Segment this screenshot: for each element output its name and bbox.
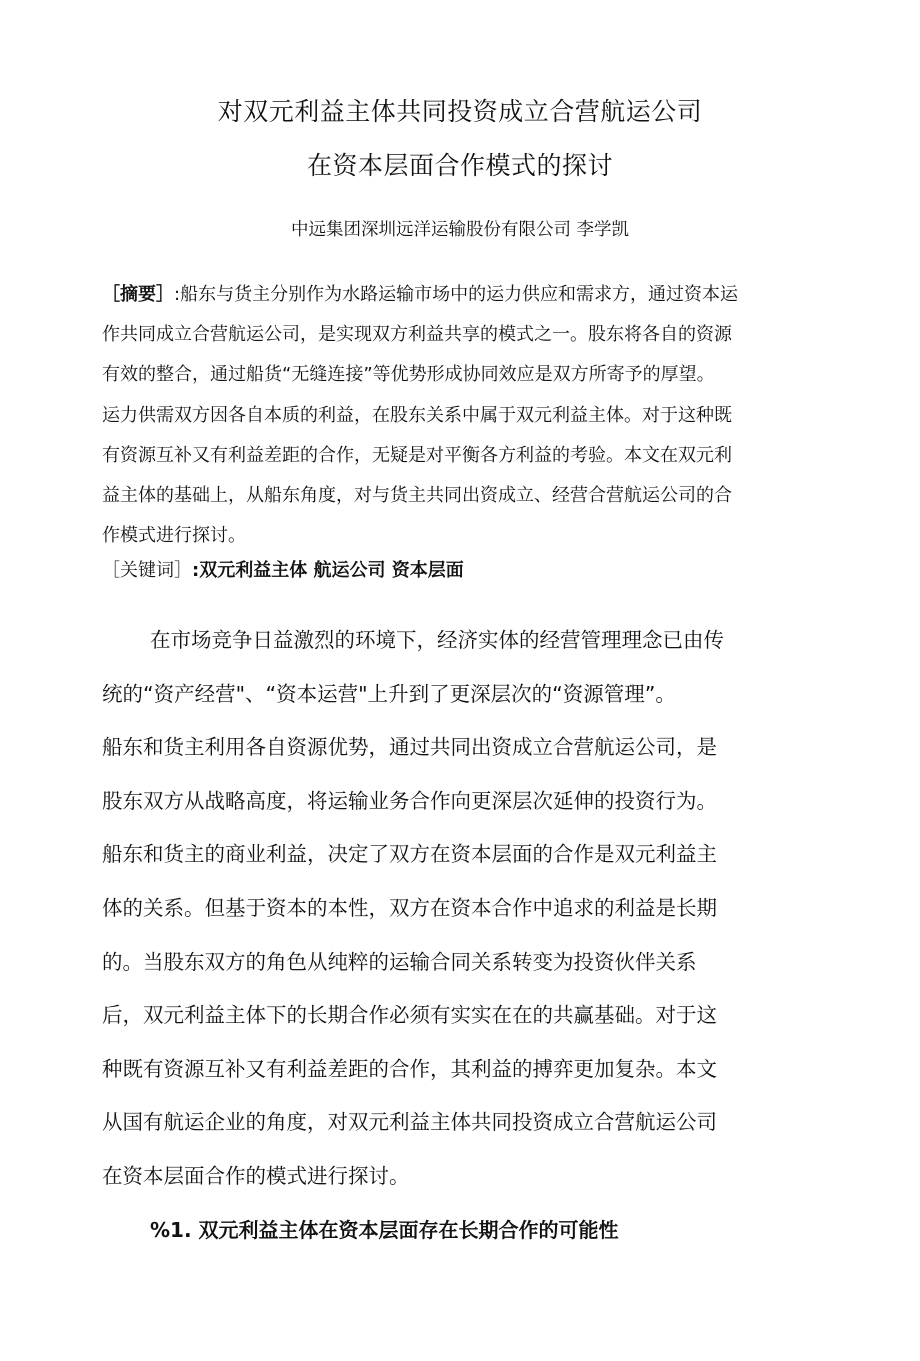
body-paragraph bbox=[102, 614, 792, 1204]
body-line: 体的关系。但基于资本的本性，双方在资本合作中追求的利益是长期 bbox=[102, 895, 717, 920]
document-title-line-2: 在资本层面合作模式的探讨 bbox=[306, 151, 613, 180]
abstract-line: 作共同成立合营航运公司，是实现双方利益共享的模式之一。股东将各自的资源 bbox=[102, 324, 732, 346]
document-title-line-1: 对双元利益主体共同投资成立合营航运公司 bbox=[217, 97, 703, 126]
keywords-label: ［关键词］ bbox=[102, 560, 192, 581]
abstract-label: ［摘要］ bbox=[102, 284, 174, 305]
body-line: 后，双元利益主体下的长期合作必须有实实在在的共赢基础。对于这 bbox=[102, 1003, 717, 1028]
abstract-text: :船东与货主分别作为水路运输市场中的运力供应和需求方，通过资本运 bbox=[174, 284, 739, 305]
section-heading: %1. 双元利益主体在资本层面存在长期合作的可能性 bbox=[150, 1218, 619, 1242]
keywords bbox=[102, 556, 464, 582]
body-line: 船东和货主的商业利益，决定了双方在资本层面的合作是双元利益主 bbox=[102, 842, 717, 867]
keywords-values: :双元利益主体 航运公司 资本层面 bbox=[192, 560, 464, 581]
abstract-line: 有效的整合，通过船货“无缝连接”等优势形成协同效应是双方所寄予的厚望。 bbox=[102, 364, 715, 386]
body-line: 股东双方从战略高度，将运输业务合作向更深层次延伸的投资行为。 bbox=[102, 788, 717, 813]
abstract-line bbox=[102, 275, 812, 315]
body-line: 统的“资产经营"、“资本运营"上升到了更深层次的“资源管理”。 bbox=[102, 681, 676, 706]
body-line: 在市场竞争日益激烈的环境下，经济实体的经营管理理念已由传 bbox=[150, 628, 724, 652]
abstract-line: 作模式进行探讨。 bbox=[102, 525, 246, 547]
abstract bbox=[102, 275, 812, 556]
body-line: 的。当股东双方的角色从纯粹的运输合同关系转变为投资伙伴关系 bbox=[102, 949, 697, 974]
body-line: 种既有资源互补又有利益差距的合作，其利益的搏弈更加复杂。本文 bbox=[102, 1056, 717, 1081]
abstract-line: 有资源互补又有利益差距的合作，无疑是对平衡各方利益的考验。本文在双元利 bbox=[102, 444, 732, 466]
author-affiliation: 中远集团深圳远洋运输股份有限公司 李学凯 bbox=[290, 220, 630, 240]
body-line: 在资本层面合作的模式进行探讨。 bbox=[102, 1163, 410, 1188]
body-line: 从国有航运企业的角度，对双元利益主体共同投资成立合营航运公司 bbox=[102, 1110, 717, 1135]
abstract-line: 益主体的基础上，从船东角度，对与货主共同出资成立、经营合营航运公司的合 bbox=[102, 484, 732, 506]
abstract-line: 运力供需双方因各自本质的利益，在股东关系中属于双元利益主体。对于这种既 bbox=[102, 404, 732, 426]
body-line: 船东和货主利用各自资源优势，通过共同出资成立合营航运公司，是 bbox=[102, 735, 717, 760]
